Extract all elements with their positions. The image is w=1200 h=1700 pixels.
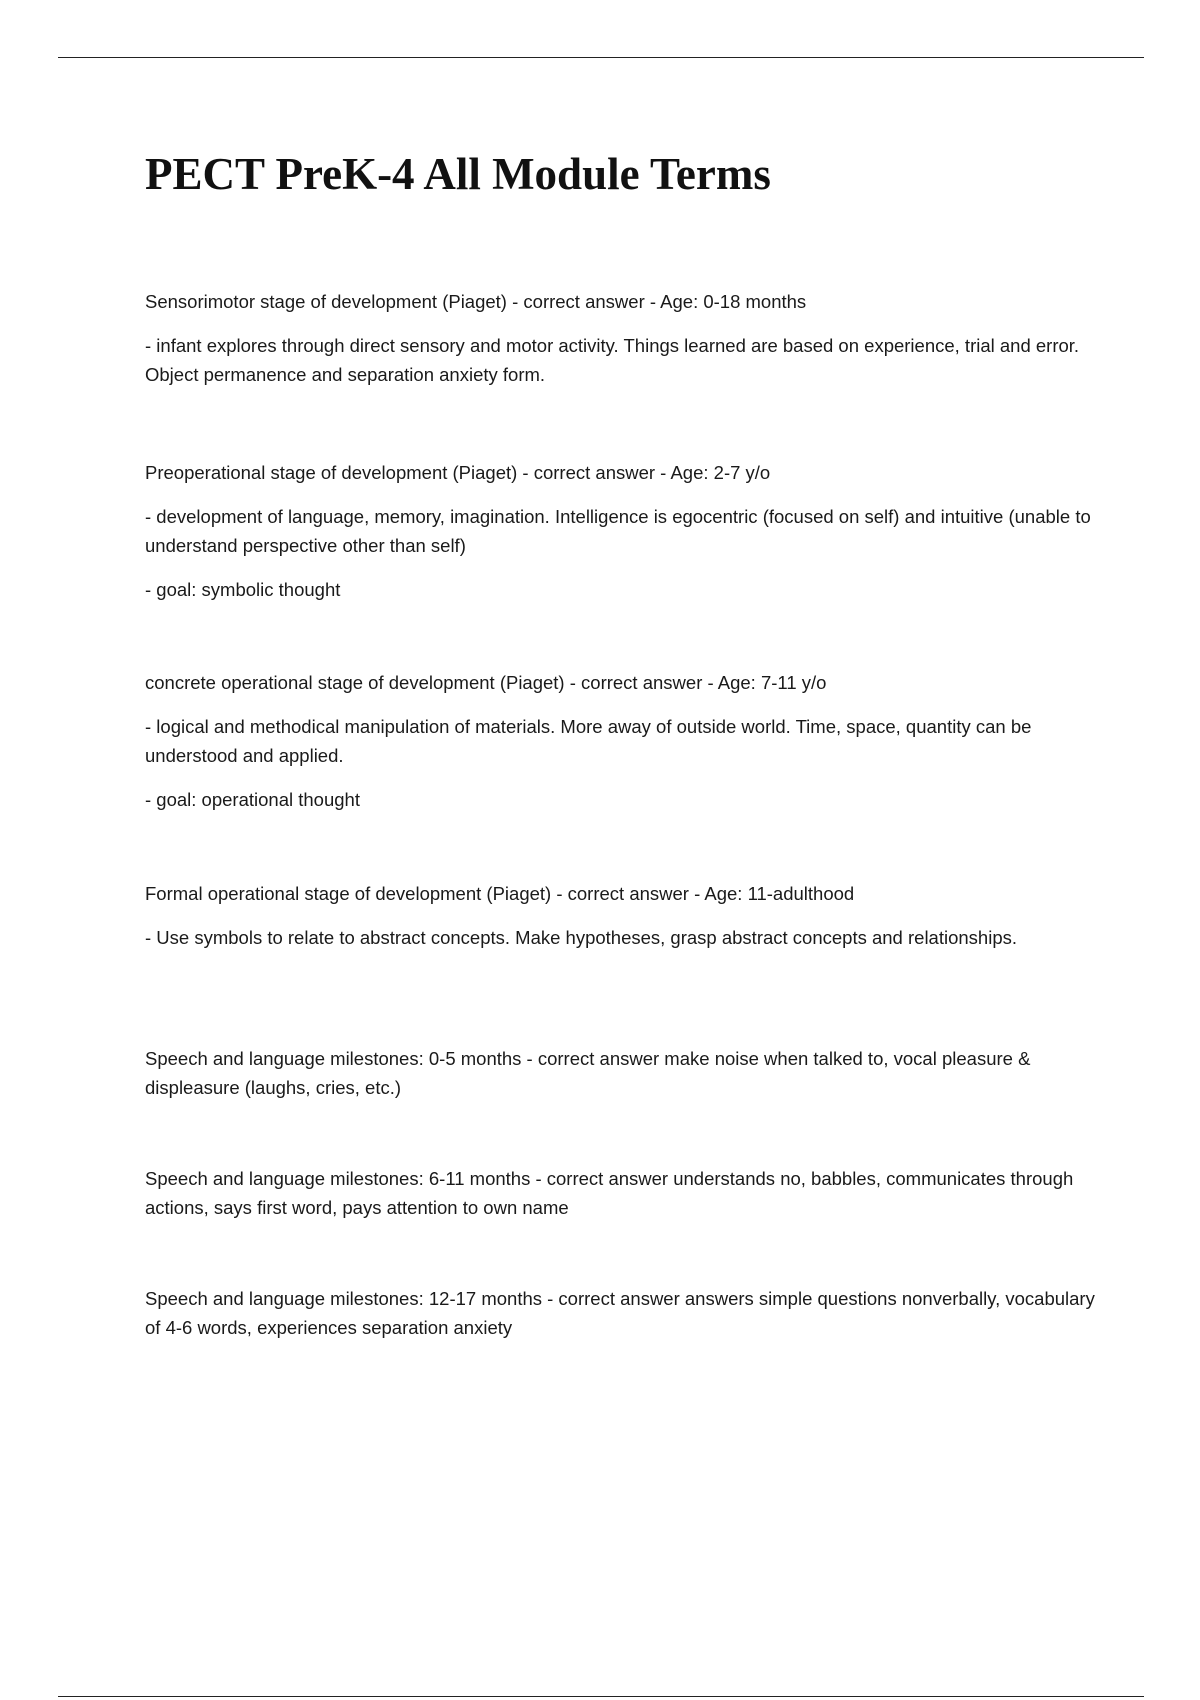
entry-preoperational [145, 458, 1095, 604]
bottom-rule [58, 1696, 1144, 1697]
entry-detail: - logical and methodical manipulation of materials. More away of outside world. Time, space, quantity can be understood and applied. [145, 716, 1032, 766]
entry-milestones-6-11 [145, 1164, 1095, 1222]
entry-milestones-12-17 [145, 1284, 1095, 1342]
top-rule [58, 57, 1144, 58]
entry-concrete-operational [145, 668, 1095, 814]
entry-term: Sensorimotor stage of development (Piaget) - correct answer - Age: 0-18 months [145, 291, 807, 312]
entry-term: Speech and language milestones: 12-17 months - correct answer answers simple questions nonverbally, vocabulary of 4-6 words, experiences separation anxiety [145, 1288, 1095, 1338]
entry-detail: - Use symbols to relate to abstract concepts. Make hypotheses, grasp abstract concepts and relationships. [145, 927, 1017, 948]
entry-term: Speech and language milestones: 6-11 months - correct answer understands no, babbles, communicates through actions, says first word, pays attention to own name [145, 1168, 1074, 1218]
entry-term: Formal operational stage of development (Piaget) - correct answer - Age: 11-adulthood [145, 883, 855, 904]
entry-term: concrete operational stage of development (Piaget) - correct answer - Age: 7-11 y/o [145, 672, 827, 693]
entry-detail: - goal: symbolic thought [145, 579, 341, 600]
entry-sensorimotor [145, 287, 1095, 389]
entry-detail: - infant explores through direct sensory and motor activity. Things learned are based on experience, trial and error. Object permanence and separation anxiety form. [145, 335, 1080, 385]
document-title: PECT PreK-4 All Module Terms [145, 149, 771, 199]
entry-detail: - development of language, memory, imagination. Intelligence is egocentric (focused on self) and intuitive (unable to understand perspective other than self) [145, 506, 1091, 556]
entry-formal-operational [145, 879, 1095, 952]
entry-term: Speech and language milestones: 0-5 months - correct answer make noise when talked to, vocal pleasure & displeasure (laughs, cries, etc.) [145, 1048, 1031, 1098]
entry-term: Preoperational stage of development (Piaget) - correct answer - Age: 2-7 y/o [145, 462, 771, 483]
entry-milestones-0-5 [145, 1044, 1095, 1102]
entry-detail: - goal: operational thought [145, 789, 360, 810]
